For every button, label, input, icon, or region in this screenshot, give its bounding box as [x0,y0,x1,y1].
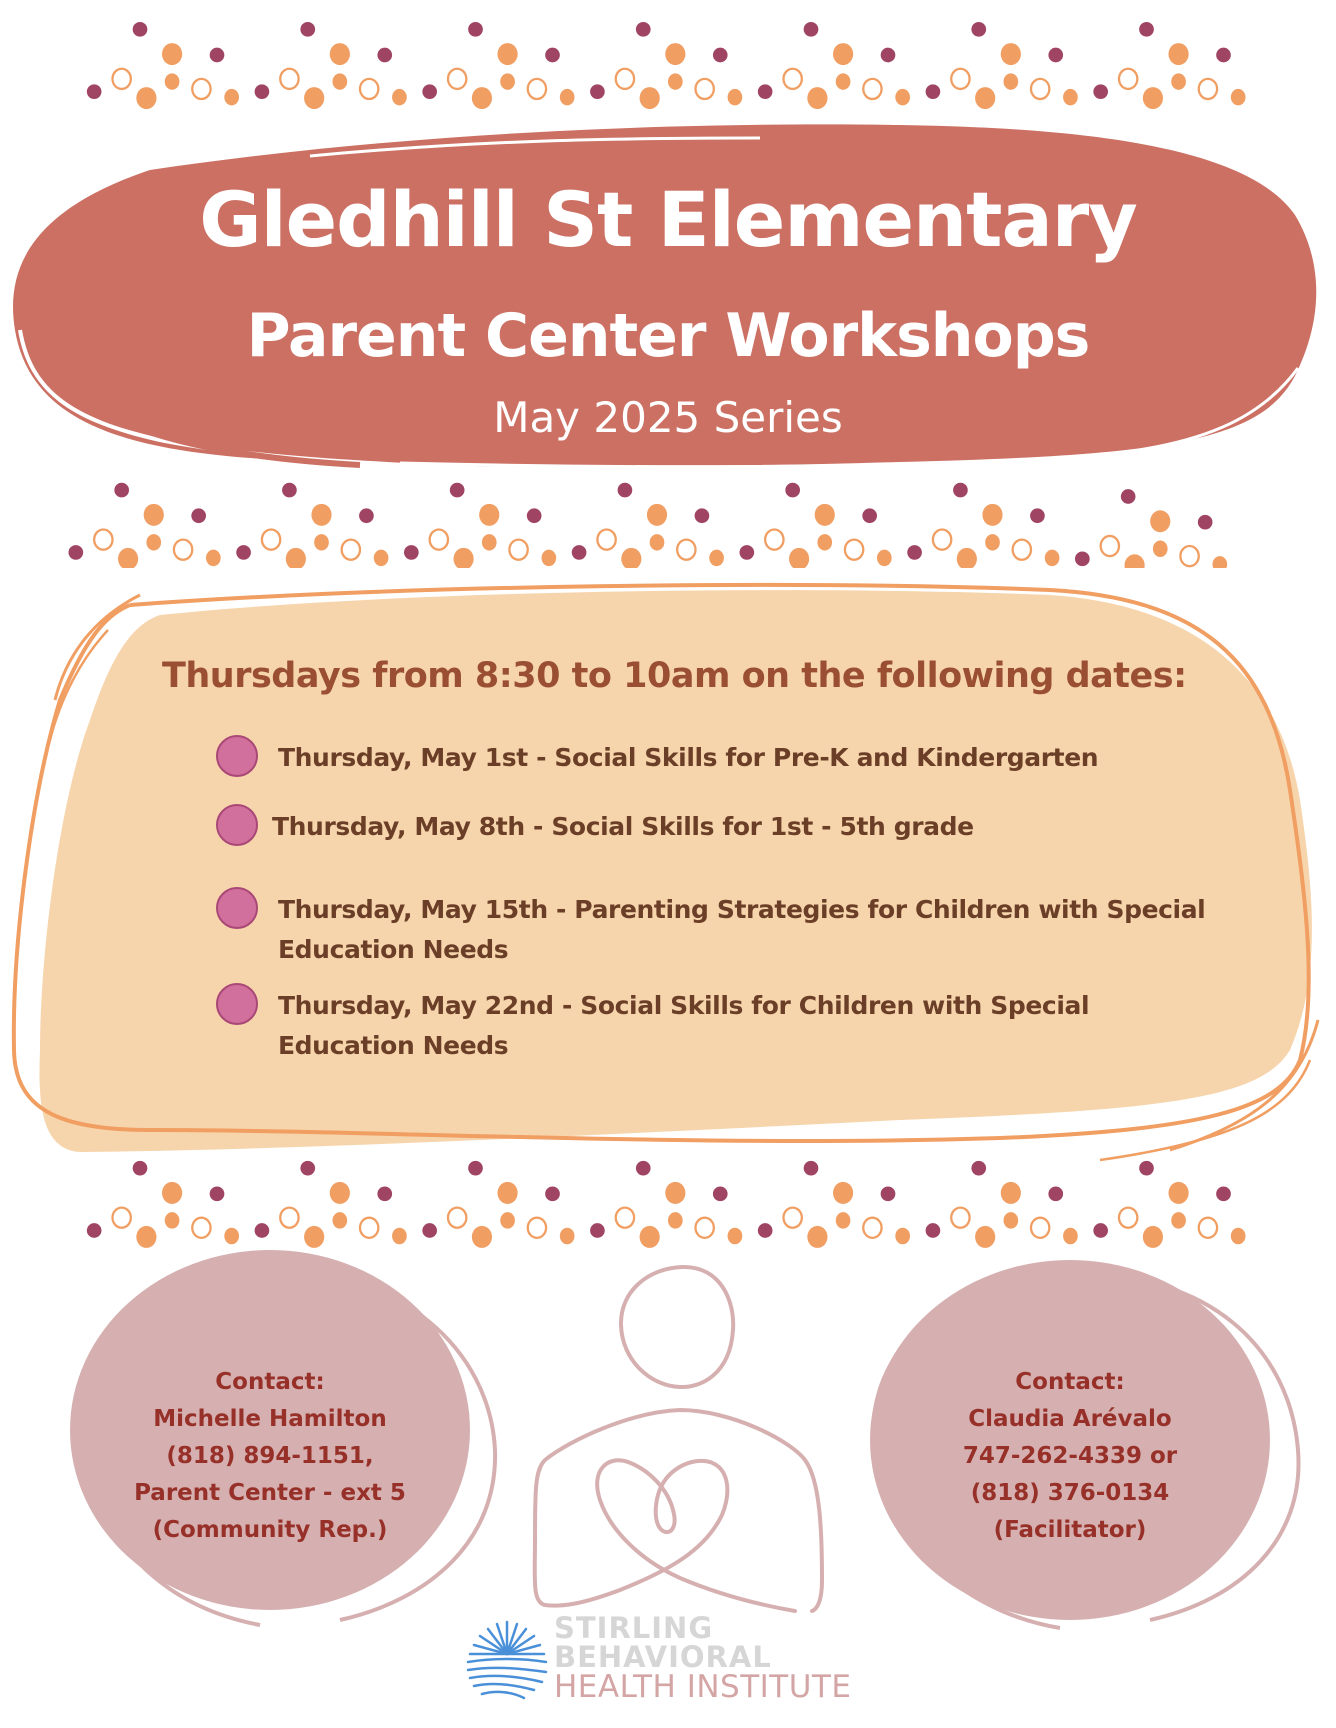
contact-role: (Community Rep.) [152,1517,388,1543]
series-subtitle: May 2025 Series [493,393,843,442]
contact-extension: Parent Center - ext 5 [134,1480,406,1506]
contact-name: Michelle Hamilton [153,1406,387,1432]
logo-line3: HEALTH INSTITUTE [554,1669,852,1705]
program-title: Parent Center Workshops [246,301,1090,371]
schedule-heading: Thursdays from 8:30 to 10am on the following dates: [162,656,1187,696]
session-line2: Education Needs [278,935,509,964]
session-line1: Thursday, May 1st - Social Skills for Pre-K and Kindergarten [278,743,1099,772]
session-line1: Thursday, May 15th - Parenting Strategies for Children with Special [278,895,1206,924]
contact-label: Contact: [215,1369,325,1395]
logo-line1: STIRLING [554,1611,714,1645]
stirling-logo [462,1611,882,1705]
contact-name: Claudia Arévalo [968,1406,1172,1432]
contact-label: Contact: [1015,1369,1125,1395]
school-title: Gledhill St Elementary [199,175,1137,264]
sunrise-hills-icon [462,1614,552,1704]
session-line1: Thursday, May 8th - Social Skills for 1st - 5th grade [272,812,974,841]
session-line1: Thursday, May 22nd - Social Skills for Children with Special [278,991,1090,1020]
contact-phone-alt[interactable]: (818) 376-0134 [970,1480,1170,1506]
session-line2: Education Needs [278,1031,509,1060]
contact-role: (Facilitator) [993,1517,1147,1543]
contact-phone[interactable]: 747-262-4339 or [962,1443,1178,1469]
contact-phone[interactable]: (818) 894-1151, [166,1443,374,1469]
logo-line2: BEHAVIORAL [554,1640,772,1674]
